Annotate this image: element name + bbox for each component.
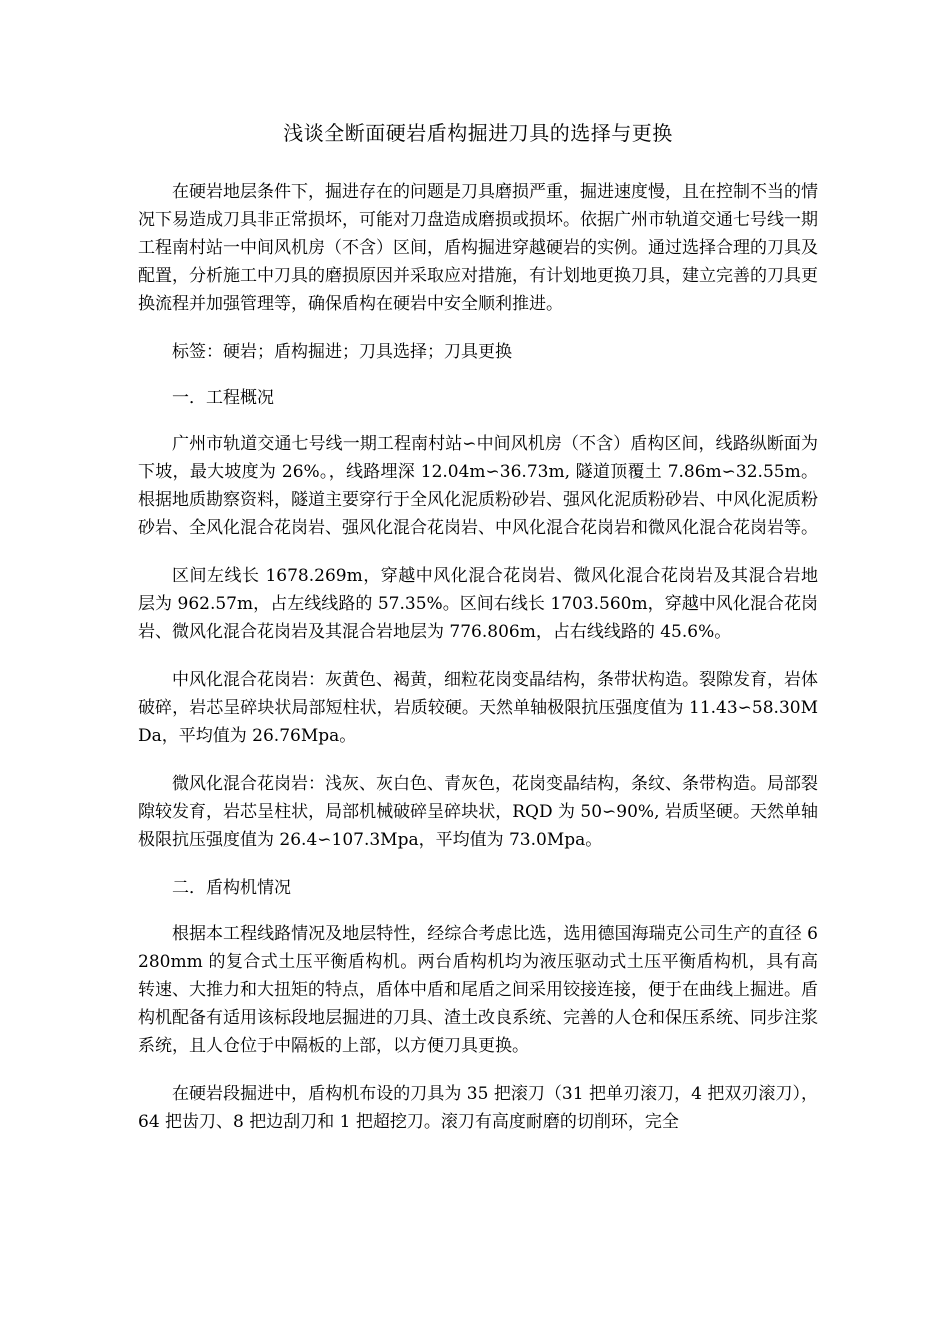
document-title: 浅谈全断面硬岩盾构掘进刀具的选择与更换 bbox=[283, 121, 673, 145]
body-paragraph: 在硬岩段掘进中，盾构机布设的刀具为 35 把滚刀（31 把单刃滚刀，4 把双刃滚刀），64 把齿刀、8 把边刮刀和 1 把超挖刀。滚刀有高度耐磨的切削环，完全 bbox=[138, 1084, 818, 1132]
abstract-paragraph: 在硬岩地层条件下，掘进存在的问题是刀具磨损严重，掘进速度慢，且在控制不当的情况下易造成刀具非正常损坏，可能对刀盘造成磨损或损坏。依据广州市轨道交通七号线一期工程南村站一中间风机房（不含）区间，盾构掘进穿越硬岩的实例。通过选择合理的刀具及配置，分析施工中刀具的磨损原因并采取应对措施，有计划地更换刀具，建立完善的刀具更换流程并加强管理等，确保盾构在硬岩中安全顺利推进。 bbox=[138, 182, 818, 314]
body-paragraph: 广州市轨道交通七号线一期工程南村站∽中间风机房（不含）盾构区间，线路纵断面为下坡，最大坡度为 26%。，线路埋深 12.04m∽36.73m, 隧道顶覆土 7.86m∽32.55m。根据地质勘察资料，隧道主要穿行于全风化泥质粉砂岩、强风化泥质粉砂岩、中风化泥质粉砂岩、全风化混合花岗岩、强风化混合花岗岩、中风化混合花岗岩和微风化混合花岗岩等。 bbox=[138, 434, 818, 538]
keywords-line: 标签：硬岩；盾构掘进；刀具选择；刀具更换 bbox=[172, 342, 512, 362]
body-paragraph: 区间左线长 1678.269m，穿越中风化混合花岗岩、微风化混合花岗岩及其混合岩地层为 962.57m，占左线线路的 57.35%。区间右线长 1703.560m，穿越中风化混合花岗岩、微风化混合花岗岩及其混合岩地层为 776.806m，占右线线路的 45.6%。 bbox=[138, 566, 818, 642]
section-heading-shield-machine: 二．盾构机情况 bbox=[172, 878, 291, 898]
body-paragraph: 微风化混合花岗岩：浅灰、灰白色、青灰色，花岗变晶结构，条纹、条带构造。局部裂隙较发育，岩芯呈柱状，局部机械破碎呈碎块状，RQD 为 50∽90%, 岩质坚硬。天然单轴极限抗压强度值为 26.4∽107.3Mpa，平均值为 73.0Mpa。 bbox=[138, 774, 818, 850]
body-paragraph: 根据本工程线路情况及地层特性，经综合考虑比选，选用德国海瑞克公司生产的直径 6280mm 的复合式土压平衡盾构机。两台盾构机均为液压驱动式土压平衡盾构机，具有高转速、大推力和大扭矩的特点，盾体中盾和尾盾之间采用铰接连接，便于在曲线上掘进。盾构机配备有适用该标段地层掘进的刀具、渣土改良系统、完善的人仓和保压系统、同步注浆系统，且人仓位于中隔板的上部，以方便刀具更换。 bbox=[138, 924, 818, 1056]
body-paragraph: 中风化混合花岗岩：灰黄色、褐黄，细粒花岗变晶结构，条带状构造。裂隙发育，岩体破碎，岩芯呈碎块状局部短柱状，岩质较硬。天然单轴极限抗压强度值为 11.43∽58.30MDa，平均值为 26.76Mpa。 bbox=[138, 670, 818, 746]
section-heading-project-overview: 一．工程概况 bbox=[172, 388, 274, 408]
document-page bbox=[138, 118, 818, 1156]
